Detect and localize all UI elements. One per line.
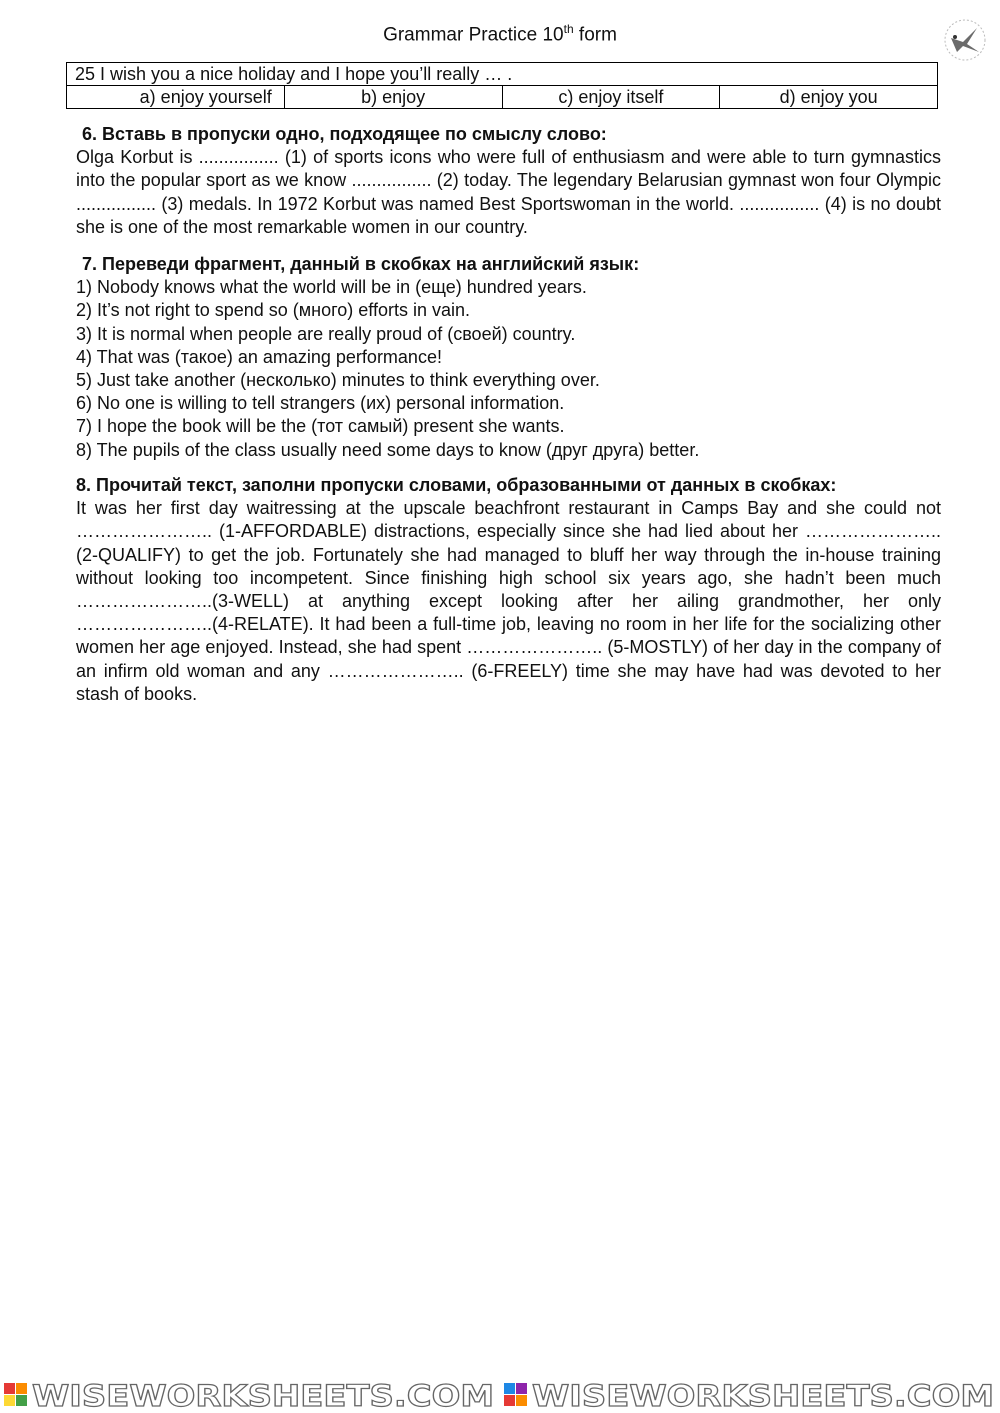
- option-a: a) enjoy yourself: [67, 86, 285, 109]
- question-25-prompt: 25 I wish you a nice holiday and I hope you’ll really … .: [67, 63, 938, 86]
- section-7-list: [76, 276, 941, 462]
- section-8-text: It was her first day waitressing at the upscale beachfront restaurant in Camps Bay and she could not ………………….. (1-AFFORDABLE) distractions, especially since she had lied about her ………………….. (2-QUALIFY) to get the job. Fortunately she had managed to bluff her way through the in-house training without looking too incompetent. Since finishing high school six years ago, she hadn’t been much …………………..(3-WELL) at anything except looking after her ailing grandmother, her only …………………..(4-RELATE). It had been a full-time job, leaving no room in her life for the socializing other women her age enjoyed. Instead, she had spent ………………….. (5-MOSTLY) of her day in the company of an infirm old woman and any ………………….. (6-FREELY) time she may have had was devoted to her stash of books.: [76, 498, 941, 704]
- watermark-footer: [4, 1380, 996, 1410]
- list-item: 8) The pupils of the class usually need some days to know (друг друга) better.: [76, 439, 700, 460]
- section-8: [76, 474, 941, 706]
- page-title: Grammar Practice 10th form: [383, 22, 617, 46]
- list-item: 2) It’s not right to spend so (много) efforts in vain.: [76, 300, 471, 321]
- section-6-text: Olga Korbut is ................ (1) of sports icons who were full of enthusiasm and were able to turn gymnastics into the popular sport as we know ................ (2) today. The legendary Belarusian gymnast won four Olympic ................ (3) medals. In 1972 Korbut was named Best Sportswoman in the world. ................ (4) is no doubt she is one of the most remarkable women in our country.: [76, 147, 941, 237]
- list-item: 1) Nobody knows what the world will be in (еще) hundred years.: [76, 277, 587, 298]
- option-c: c) enjoy itself: [502, 86, 720, 109]
- watermark-logo-left: [4, 1380, 494, 1410]
- list-item: 5) Just take another (несколько) minutes to think everything over.: [76, 370, 600, 391]
- option-d: d) enjoy you: [720, 86, 938, 109]
- list-item: 4) That was (такое) an amazing performance!: [76, 346, 442, 367]
- section-6: [76, 123, 941, 239]
- watermark-text: WISEWORKSHEETS.COM: [32, 1380, 495, 1410]
- bird-logo-icon: [943, 18, 987, 62]
- section-7: [76, 253, 941, 462]
- section-8-title: 8. Прочитай текст, заполни пропуски словами, образованными от данных в скобках:: [76, 475, 837, 495]
- option-b: b) enjoy: [284, 86, 502, 109]
- watermark-logo-right: [504, 1380, 994, 1410]
- question-25-table: [66, 62, 938, 109]
- list-item: 7) I hope the book will be the (тот самый) present she wants.: [76, 416, 565, 437]
- watermark-text: WISEWORKSHEETS.COM: [532, 1380, 994, 1410]
- section-6-title: 6. Вставь в пропуски одно, подходящее по смыслу слово:: [82, 124, 607, 144]
- list-item: 3) It is normal when people are really proud of (своей) country.: [76, 323, 576, 344]
- list-item: 6) No one is willing to tell strangers (их) personal information.: [76, 393, 565, 414]
- section-7-title: 7. Переведи фрагмент, данный в скобках на английский язык:: [82, 254, 640, 274]
